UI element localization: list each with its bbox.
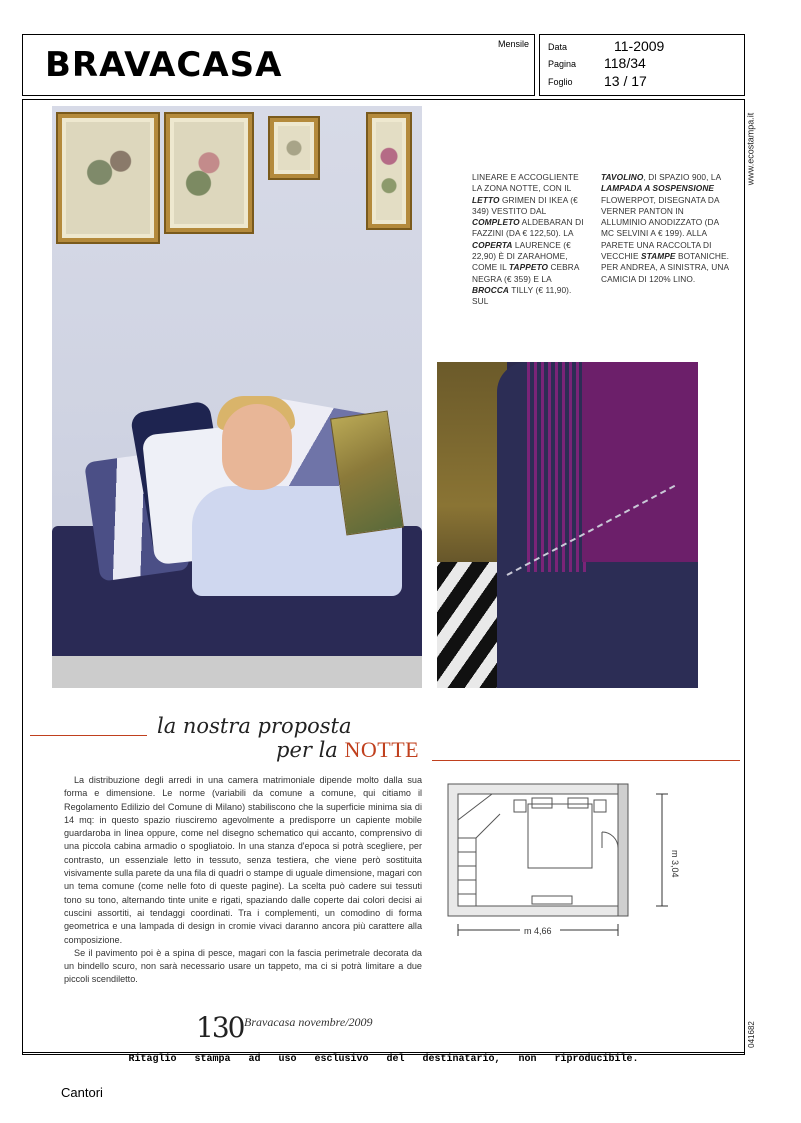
caption-text: FLOWERPOT, DISEGNATA DA VERNER PANTON IN ALLUMINIO ANODIZZATO (DA MC SELVINI A € 199). ALLA PARETE UNA RACCOLTA DI VECCHIE (601, 194, 720, 262)
body-paragraph: La distribuzione degli arredi in una camera matrimoniale dipende molto dalla sua forma e dimensione. Le norme (variabili da comune a comune, qui citiamo il Regolamento Edilizio del Comune di Milano) stabiliscono che la superficie minima sia di 14 mq: in questo spazio riusciremo agevolmente a predisporre un capiente mobile guardaroba in linea oppure, come nel disegno schematico qui accanto, comprensivo di una piccola cabina armadio o spogliatoio. In una stanza d'epoca si potrà scegliere, per contrasto, un essenziale letto in tessuto, senza testiera, che viene però sostituita visivamente sulla parete da una fila di quadri o stampe di uguale dimensione, magari con un tema comune (come nelle foto di queste pagine). La scelta può cadere sui tessuti tono su tono, alternando tinte unite e rigati, spaziando dalle coperte dai colori decisi ai cuscini assortiti, ai tendaggi coordinati. Tra i complementi, un comodino di forma geometrica e una lampada di design in cromie vivaci daranno ancora più carattere alla composizione. (64, 775, 422, 945)
botanical-print-frame (268, 116, 320, 180)
botanical-print-frame (56, 112, 160, 244)
page-label: Pagina (548, 59, 577, 69)
caption-keyword: LAMPADA A SOSPENSIONE (601, 183, 715, 194)
page-number: 130 (196, 1011, 244, 1044)
date-row (548, 38, 738, 54)
person-head (222, 404, 292, 490)
title-rule-right (432, 760, 740, 761)
caption-keyword: TAVOLINO (601, 172, 644, 182)
caption-text: CEBRA NEGRA (€ 359) E LA (472, 262, 580, 284)
side-website: www.ecostampa.it (745, 112, 756, 186)
caption-text: GRIMEN DI IKEA (€ 349) VESTITO DAL (472, 194, 578, 216)
caption-keyword: TAPPETO (508, 262, 549, 273)
section-title-line2 (276, 737, 419, 763)
right-wall (618, 784, 628, 916)
caption-text: LAURENCE (€ 22,90) È DI ZARAHOME, COME IL (472, 239, 571, 273)
article-body (64, 774, 422, 987)
client-name: Cantori (61, 1085, 103, 1100)
purple-throw (582, 362, 698, 562)
header-masthead (22, 34, 535, 96)
page-row (548, 55, 738, 71)
caption-text: ALDEBARAN DI FAZZINI (DA € 122,50). LA (472, 217, 584, 239)
botanical-print-frame (164, 112, 254, 234)
sheet-value: 13 / 17 (604, 73, 647, 89)
magazine-logo: BRAVACASA (45, 45, 283, 85)
caption-keyword: LETTO (472, 194, 500, 205)
height-dimension-label: m 3,04 (670, 850, 680, 878)
caption-text: TILLY (€ 11,90). SUL (472, 284, 572, 307)
sheet-row (548, 73, 738, 89)
caption-keyword: BROCCA (472, 284, 510, 295)
body-paragraph: Se il pavimento poi è a spina di pesce, magari con la fascia perimetrale decorata da un bindello scuro, non sarà necessario usare un tappeto, ma ci si potrà limitare a due piccoli scendiletto. (64, 947, 422, 985)
disclaimer-rule (22, 1052, 745, 1053)
title-rule-left (30, 735, 147, 736)
sheet-label: Foglio (548, 77, 573, 87)
side-code: 041682 (746, 1021, 756, 1048)
throw-detail-photo (437, 362, 698, 688)
caption-text: BOTANICHE. PER ANDREA, A SINISTRA, UNA CAMICIA DI 120% LINO. (601, 251, 730, 284)
bedroom-photo (52, 106, 422, 688)
section-title-line1: la nostra proposta (157, 714, 352, 738)
caption-keyword: COMPLETO (472, 217, 520, 228)
floor-plan-diagram (440, 778, 700, 938)
throw-fringe (527, 362, 587, 572)
clipping-disclaimer: Ritaglio stampa ad uso esclusivo del destinatario, non riproducibile. (128, 1054, 639, 1065)
section-title-accent: NOTTE (344, 737, 420, 762)
caption-text: LINEARE E ACCOGLIENTE LA ZONA NOTTE, CON IL (472, 172, 579, 194)
frequency-label: Mensile (497, 39, 529, 49)
caption-keyword: COPERTA (472, 239, 513, 250)
caption-text: , DI SPAZIO 900, LA (643, 172, 721, 182)
botanical-print-frame (366, 112, 412, 230)
page-value: 118/34 (604, 55, 646, 71)
magazine-issue: Bravacasa novembre/2009 (244, 1015, 373, 1029)
section-title-prefix: per la (276, 738, 338, 762)
caption-column-2 (601, 172, 731, 285)
date-value: 11-2009 (614, 38, 665, 54)
header-info-box (539, 34, 745, 96)
caption-keyword: STAMPE (641, 251, 676, 262)
caption-column-1 (472, 172, 586, 308)
bed-base (52, 656, 422, 688)
width-dimension-label: m 4,66 (524, 926, 552, 936)
date-label: Data (548, 42, 568, 52)
